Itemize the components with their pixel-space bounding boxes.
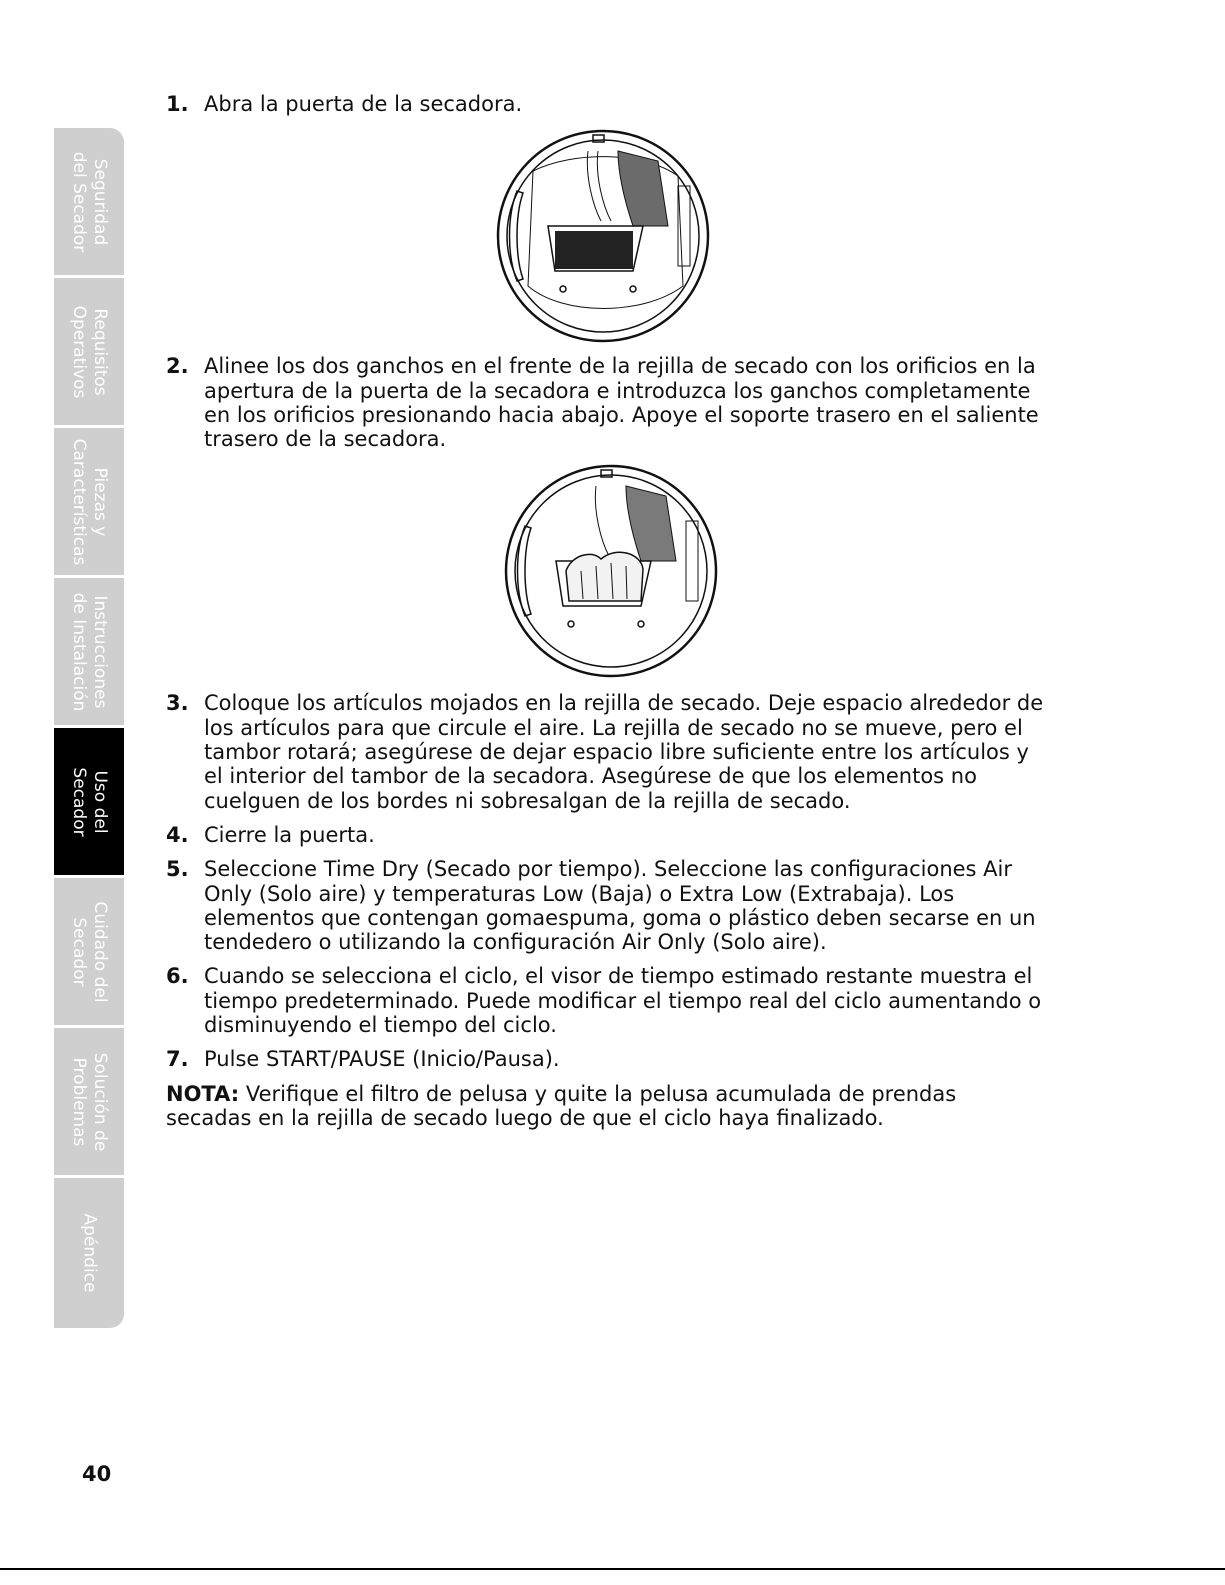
tab-instrucciones-de-instalacion[interactable] <box>54 578 124 728</box>
note-label: NOTA: <box>166 1081 240 1106</box>
step-1 <box>166 92 1046 116</box>
tab-label: Uso del Secador <box>69 766 110 837</box>
step-number: 2. <box>166 354 189 379</box>
step-number: 7. <box>166 1047 189 1072</box>
step-text: Abra la puerta de la secadora. <box>204 92 523 116</box>
step-number: 4. <box>166 822 189 847</box>
note <box>166 1082 1046 1131</box>
page-number: 40 <box>82 1462 112 1486</box>
bottom-rule <box>0 1568 1225 1570</box>
section-tabs <box>54 128 124 1328</box>
tab-apendice[interactable] <box>54 1178 124 1328</box>
dryer-open-door-illustration <box>493 126 723 344</box>
tab-label: Seguridad del Secador <box>69 151 110 252</box>
tab-solucion-de-problemas[interactable] <box>54 1028 124 1178</box>
instructions <box>166 92 1046 1130</box>
step-number: 3. <box>166 691 189 716</box>
step-4 <box>166 823 1046 847</box>
step-text: Seleccione Time Dry (Secado por tiempo). Seleccione las configuraciones Air Only (Solo aire) y temperaturas Low (Baja) o Extra Low (Extrabaja). Los elementos que contengan gomaespuma, goma o plástico deben secarse en un tendedero o utilizando la configuración Air Only (Solo aire). <box>204 857 1036 955</box>
tab-label: Piezas y Características <box>69 438 110 565</box>
step-6 <box>166 964 1046 1037</box>
tab-label: Requisitos Operativos <box>69 305 110 398</box>
step-number: 5. <box>166 857 189 882</box>
tab-label: Solución de Problemas <box>69 1052 110 1151</box>
tab-seguridad-del-secador[interactable] <box>54 128 124 278</box>
tab-uso-del-secador[interactable] <box>54 728 124 878</box>
step-text: Pulse START/PAUSE (Inicio/Pausa). <box>204 1047 560 1072</box>
step-text: Cierre la puerta. <box>204 822 375 847</box>
step-text: Alinee los dos ganchos en el frente de la rejilla de secado con los orificios en la apertura de la puerta de la secadora e introduzca los ganchos completamente en los orificios presionando hacia abajo. Apoye el soporte trasero en el saliente trasero de la secadora. <box>204 354 1039 452</box>
step-text: Coloque los artículos mojados en la rejilla de secado. Deje espacio alrededor de los artículos para que circule el aire. La rejilla de secado no se mueve, pero el tambor rotará; asegúrese de dejar espacio libre suficiente entre los artículos y el interior del tambor de la secadora. Asegúrese de que los elementos no cuelguen de los bordes ni sobresalgan de la rejilla de secado. <box>204 691 1044 813</box>
dryer-rack-installed-illustration <box>501 461 731 681</box>
tab-label: Apéndice <box>79 1213 100 1293</box>
tab-piezas-y-caracteristicas[interactable] <box>54 428 124 578</box>
step-3 <box>166 691 1046 812</box>
note-text: Verifique el filtro de pelusa y quite la pelusa acumulada de prendas secadas en la rejilla de secado luego de que el ciclo haya finalizado. <box>166 1081 957 1130</box>
tab-label: Instrucciones de Instalación <box>69 592 110 711</box>
step-7 <box>166 1047 1046 1071</box>
tab-cuidado-del-secador[interactable] <box>54 878 124 1028</box>
step-text: Cuando se selecciona el ciclo, el visor de tiempo estimado restante muestra el tiempo predeterminado. Puede modificar el tiempo real del ciclo aumentando o disminuyendo el tiempo del ciclo. <box>204 964 1042 1038</box>
step-number: 1. <box>166 92 189 116</box>
step-5 <box>166 857 1046 954</box>
step-2 <box>166 354 1046 451</box>
tab-label: Cuidado del Secador <box>69 900 110 1003</box>
tab-requisitos-operativos[interactable] <box>54 278 124 428</box>
step-number: 6. <box>166 964 189 989</box>
